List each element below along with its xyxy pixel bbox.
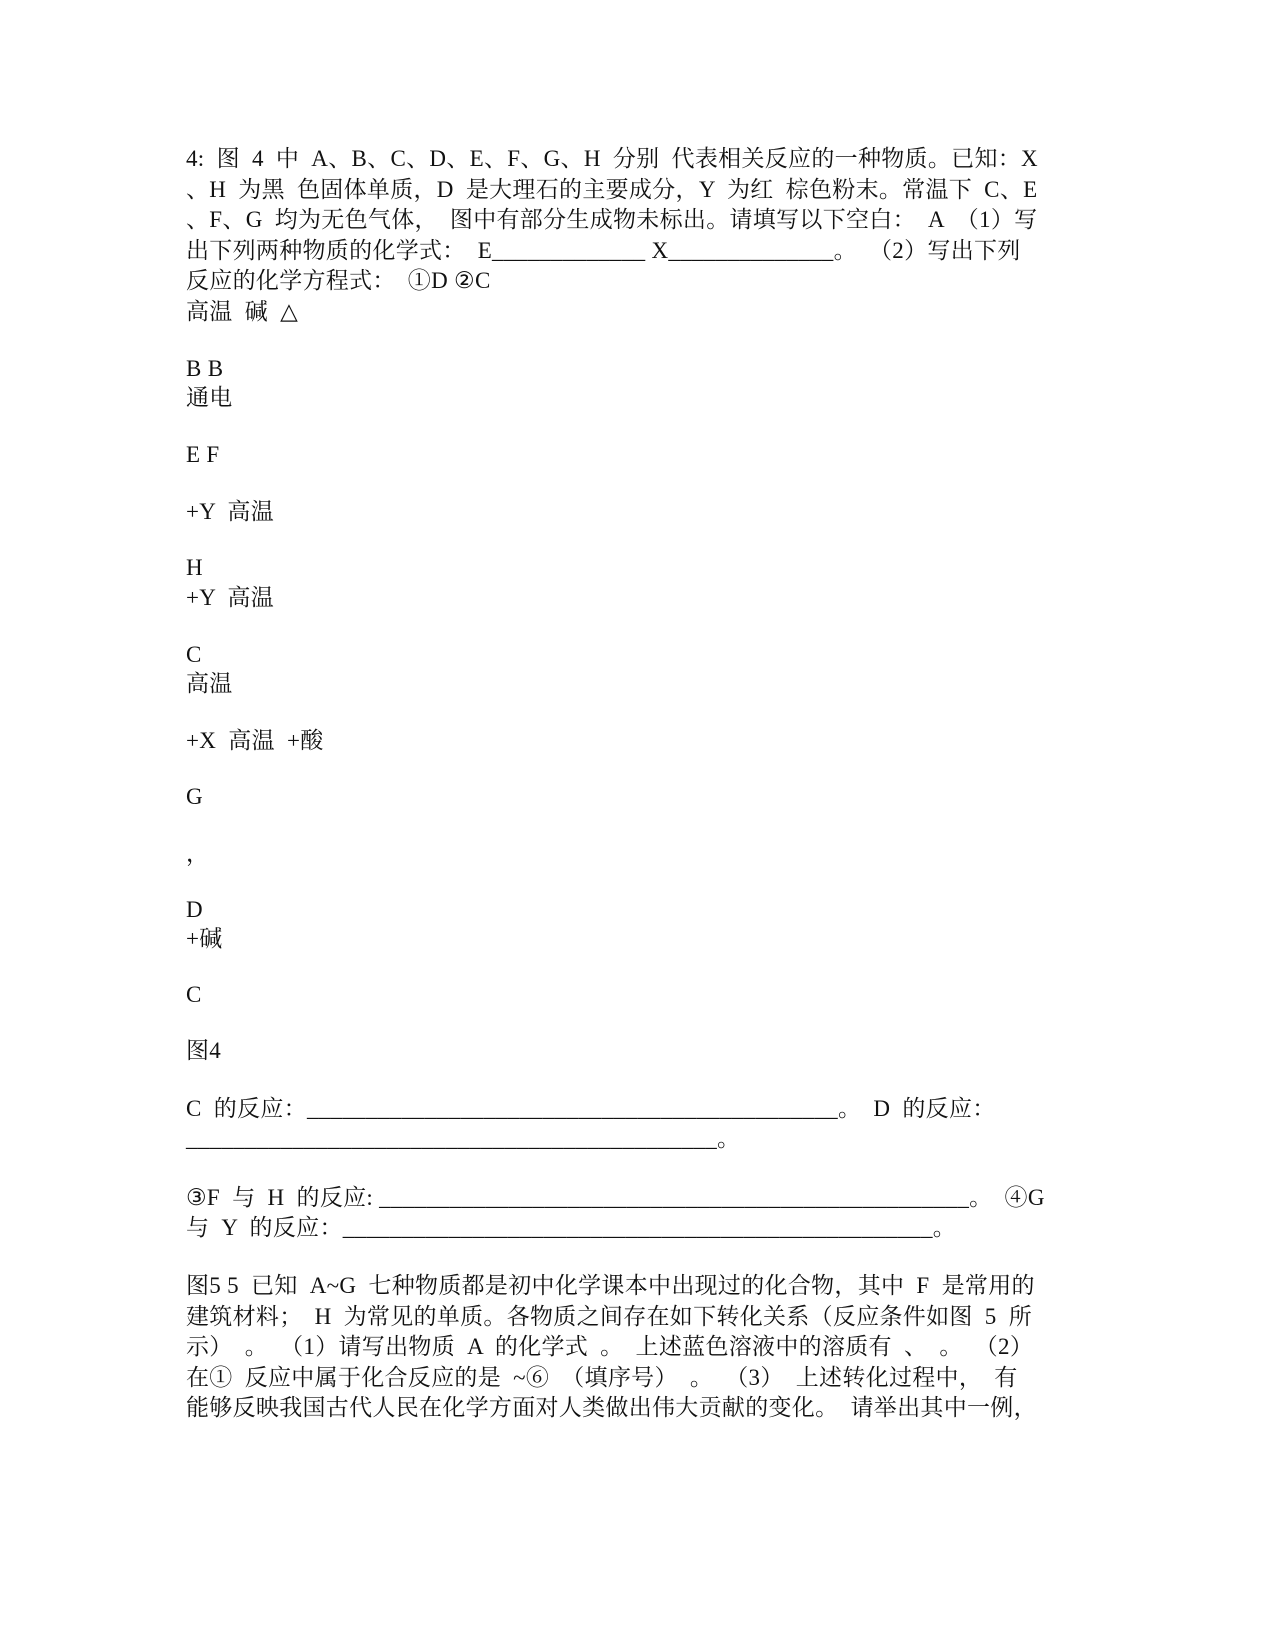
q4-line-1: 4: 图 4 中 A、B、C、D、E、F、G、H 分别 代表相关反应的一种物质。已知：X	[186, 146, 1038, 171]
q5-line-5: 能够反映我国古代人民在化学方面对人类做出伟大贡献的变化。 请举出其中一例，	[186, 1395, 1037, 1420]
fig4-label: B B	[186, 356, 224, 381]
q4-line-5: 反应的化学方程式： ①D ②C	[186, 268, 491, 293]
q4-answer-line-3: ③F 与 H 的反应: __________________________________________________。 ④G	[186, 1185, 1045, 1210]
fig4-label: 通电	[186, 385, 233, 410]
q5-line-2: 建筑材料； H 为常见的单质。各物质之间存在如下转化关系（反应条件如图 5 所	[186, 1304, 1033, 1329]
q4-answer-line-1: C 的反应：_____________________________________________。 D 的反应：	[186, 1096, 996, 1121]
fig4-label: +X 高温 +酸	[186, 728, 324, 753]
fig4-label: H	[186, 555, 203, 580]
fig4-label: 高温	[186, 671, 233, 696]
fig4-label: E F	[186, 442, 220, 467]
fig4-label: +Y 高温	[186, 585, 275, 610]
fig4-label: +Y 高温	[186, 499, 275, 524]
q4-line-6: 高温 碱 △	[186, 299, 299, 324]
q5-line-3: 示） 。 （1）请写出物质 A 的化学式 。 上述蓝色溶液中的溶质有 、 。 （2）	[186, 1334, 1034, 1359]
q5-line-1: 图5 5 已知 A~G 七种物质都是初中化学课本中出现过的化合物，其中 F 是常用的	[186, 1273, 1035, 1298]
q4-line-2: 、H 为黑 色固体单质，D 是大理石的主要成分，Y 为红 棕色粉末。常温下 C、E	[186, 177, 1038, 202]
fig4-label: C	[186, 982, 202, 1007]
fig4-label: +碱	[186, 926, 223, 951]
q4-answer-line-4: 与 Y 的反应：__________________________________________________。	[186, 1215, 957, 1240]
fig4-caption: 图4	[186, 1038, 222, 1063]
fig4-label: G	[186, 784, 203, 809]
q4-answer-line-2: _____________________________________________。	[186, 1126, 741, 1151]
q4-line-4: 出下列两种物质的化学式： E_____________ X______________。 （2）写出下列	[186, 238, 1021, 263]
fig4-label: D	[186, 897, 203, 922]
q5-line-4: 在① 反应中属于化合反应的是 ~⑥ （填序号） 。 （3） 上述转化过程中， 有	[186, 1365, 1018, 1390]
fig4-label: ，	[186, 841, 210, 866]
q4-line-3: 、F、G 均为无色气体， 图中有部分生成物未标出。请填写以下空白： A （1）写	[186, 207, 1038, 232]
fig4-label: C	[186, 642, 202, 667]
